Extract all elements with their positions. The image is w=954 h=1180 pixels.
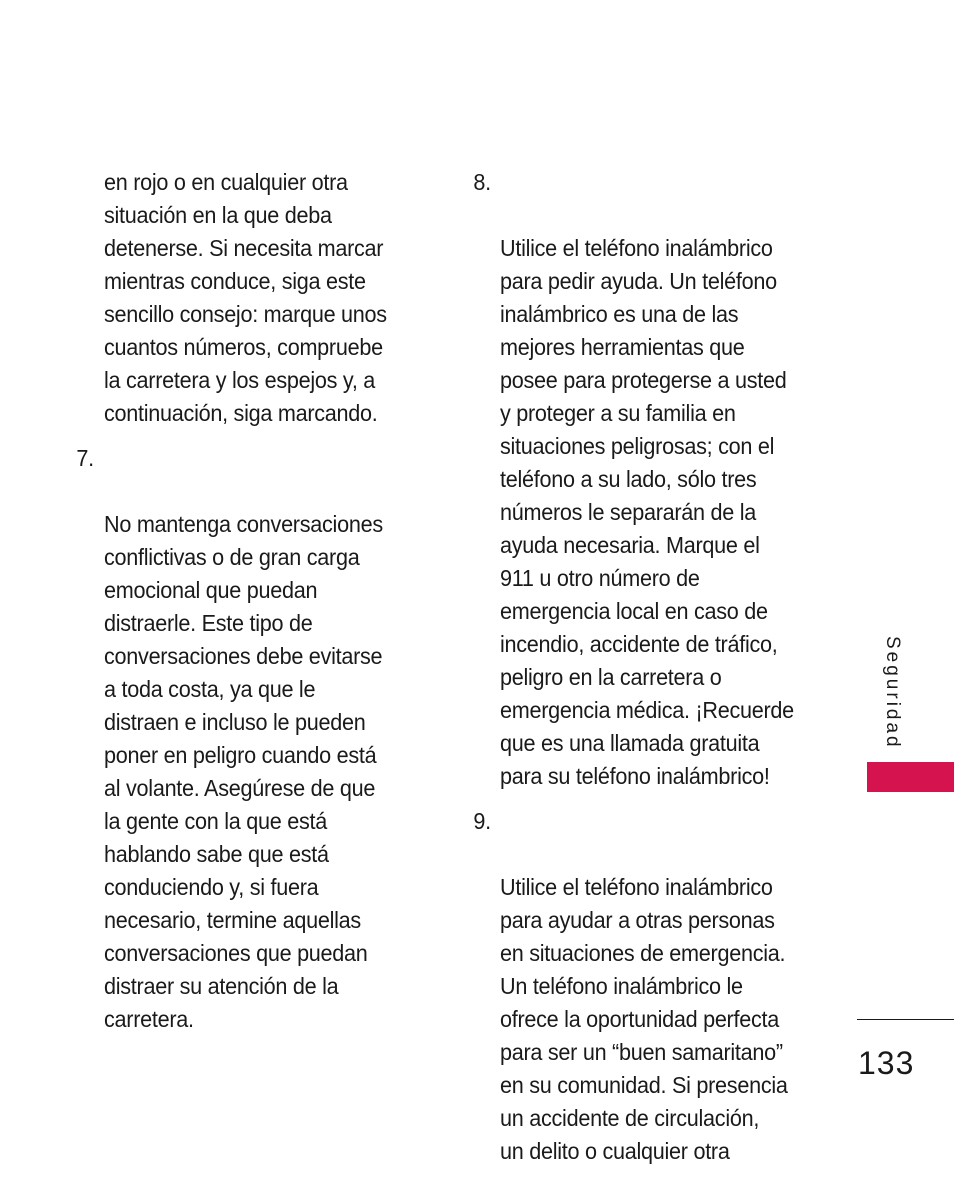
item-number-8: 8.: [473, 169, 491, 195]
page-number: 133: [858, 1045, 915, 1081]
item-number-7: 7.: [76, 445, 94, 471]
item-text-7: No mantenga conversaciones conflictivas o de gran carga emocional que puedan distraerle. Este tipo de conversaciones debe evitarse a toda costa, ya que le distraen e incluso le pueden poner en peligro cuando está al volante. Asegúrese de que la gente con la que está hablando sabe que está conduciendo y, si fuera necesario, termine aquellas conversaciones que puedan distraer su atención de la carretera.: [104, 511, 383, 1032]
item-text-8: Utilice el teléfono inalámbrico para pedir ayuda. Un teléfono inalámbrico es una de las mejores herramientas que posee para protegerse a usted y proteger a su familia en situaciones peligrosas; con el teléfono a su lado, sólo tres números le separarán de la ayuda necesaria. Marque el 911 u otro número de emergencia local en caso de incendio, accidente de tráfico, peligro en la carretera o emergencia médica. ¡Recuerde que es una llamada gratuita para su teléfono inalámbrico!: [500, 235, 794, 789]
footer-divider: [857, 1019, 954, 1020]
section-tab-label: Seguridad: [882, 636, 903, 750]
section-tab-marker: [867, 762, 954, 792]
list-item-8: [473, 166, 817, 793]
continuation-paragraph: en rojo o en cualquier otra situación en la que deba detenerse. Si necesita marcar mientras conduce, siga este sencillo consejo: marque unos cuantos números, compruebe la carretera y los espejos y, a continuación, siga marcando.: [104, 169, 387, 426]
left-column: [76, 166, 421, 1048]
list-item-7: [76, 442, 421, 1036]
list-item-9: [473, 805, 817, 1168]
right-column: [473, 166, 817, 1180]
item-text-9: Utilice el teléfono inalámbrico para ayudar a otras personas en situaciones de emergencia. Un teléfono inalámbrico le ofrece la oportunidad perfecta para ser un “buen samaritano” en su comunidad. Si presencia un accidente de circulación, un delito o cualquier otra: [500, 874, 788, 1164]
item-number-9: 9.: [473, 808, 491, 834]
